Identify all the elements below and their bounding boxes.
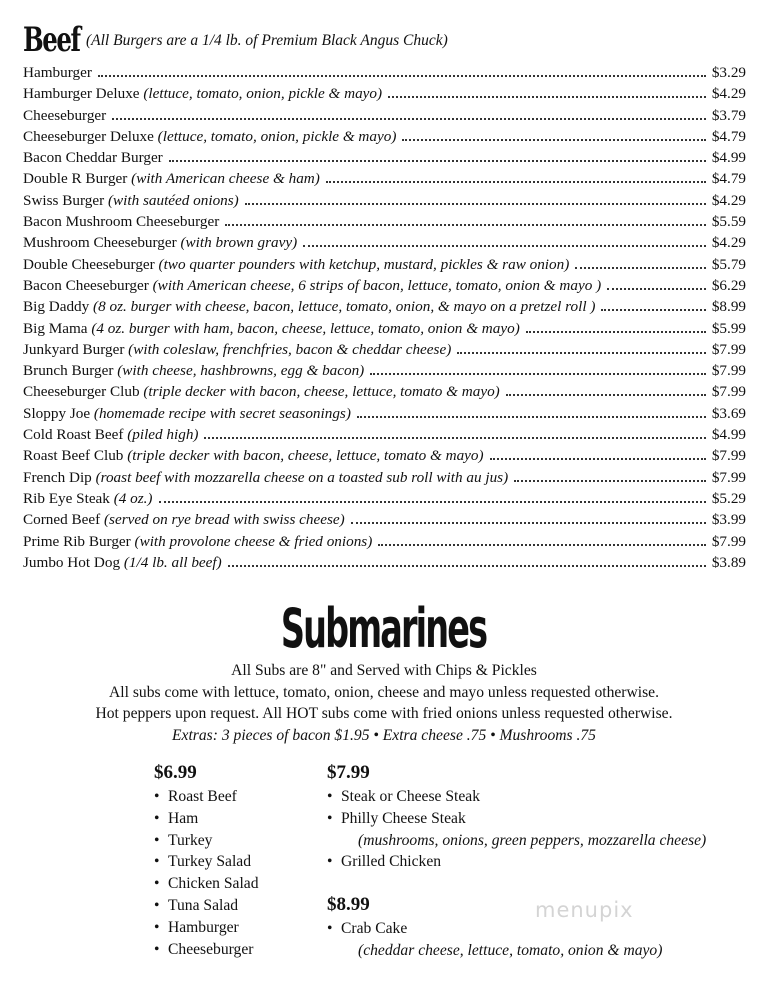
item-name: Bacon Cheeseburger (with American cheese, 6 strips of bacon, lettuce, tomato, onion & mayo ): [23, 276, 602, 294]
list-item: • Crab Cake: [327, 920, 408, 937]
list-item: • Turkey: [154, 831, 213, 849]
item-name: Corned Beef (served on rye bread with swiss cheese): [23, 511, 345, 529]
menu-item-row: [23, 469, 746, 490]
item-price: $8.99: [711, 298, 746, 316]
item-price: $7.99: [711, 468, 746, 486]
list-item: • Roast Beef: [154, 788, 237, 805]
item-name: Cold Roast Beef (piled high): [23, 426, 199, 444]
bullet: •: [327, 853, 333, 871]
item-description: (piled high): [127, 426, 199, 444]
list-item: • Ham: [154, 809, 199, 827]
item-description: (triple decker with bacon, cheese, lettuce, tomato & mayo): [143, 383, 500, 401]
menu-item-row: [23, 554, 746, 575]
bullet: •: [154, 875, 160, 893]
menu-item-row: [23, 511, 746, 532]
item-description: (4 oz.): [113, 489, 153, 507]
item-price: $7.99: [711, 383, 746, 401]
item-description: (roast beef with mozzarella cheese on a toasted sub roll with au jus): [95, 468, 509, 486]
dot-leader: [514, 480, 706, 482]
beef-note: (All Burgers are a 1/4 lb. of Premium Black Angus Chuck): [86, 32, 448, 49]
item-note: (cheddar cheese, lettuce, tomato, onion & mayo): [358, 941, 663, 959]
dot-leader: [388, 96, 706, 98]
item-name: Double Cheeseburger (two quarter pounders with ketchup, mustard, pickles & raw onion): [23, 255, 570, 273]
bullet: •: [154, 831, 160, 849]
list-item: • Cheeseburger: [154, 940, 254, 958]
item-name: French Dip (roast beef with mozzarella cheese on a toasted sub roll with au jus): [23, 468, 509, 486]
item-price: $6.29: [711, 276, 746, 294]
dot-leader: [228, 565, 706, 567]
menu-item-row: [23, 277, 746, 298]
subs-extras-line: Extras: 3 pieces of bacon $1.95 • Extra cheese .75 • Mushrooms .75: [172, 726, 596, 744]
dot-leader: [601, 309, 705, 311]
group-item-list: [154, 788, 259, 962]
item-price: $4.29: [711, 85, 746, 103]
menu-item-row: [23, 320, 746, 341]
dot-leader: [506, 394, 706, 396]
menu-item-row: [23, 192, 746, 213]
subs-toppings-line: All subs come with lettuce, tomato, onion, cheese and mayo unless requested otherwise.: [109, 683, 659, 701]
dot-leader: [303, 245, 706, 247]
menu-item-row: [23, 128, 746, 149]
dot-leader: [351, 522, 706, 524]
item-name: Sloppy Joe (homemade recipe with secret seasonings): [23, 404, 351, 422]
bullet: •: [154, 853, 160, 871]
dot-leader: [169, 160, 706, 162]
bullet: •: [327, 809, 333, 827]
list-item: • Chicken Salad: [154, 875, 259, 893]
item-name: Hamburger Deluxe (lettuce, tomato, onion, pickle & mayo): [23, 85, 383, 103]
menu-item-row: [23, 362, 746, 383]
menu-item-row: [23, 170, 746, 191]
item-description: (lettuce, tomato, onion, pickle & mayo): [157, 127, 397, 145]
item-description: (with American cheese & ham): [131, 170, 320, 188]
item-name: Big Daddy (8 oz. burger with cheese, bacon, lettuce, tomato, onion, & mayo on a pretzel roll ): [23, 298, 596, 316]
item-description: (with cheese, hashbrowns, egg & bacon): [117, 362, 365, 380]
menu-item-row: [23, 405, 746, 426]
item-description: (1/4 lb. all beef): [123, 553, 222, 571]
item-name: Bacon Cheddar Burger: [23, 149, 163, 167]
bullet: •: [327, 788, 333, 805]
item-description: (8 oz. burger with cheese, bacon, lettuce, tomato, onion, & mayo on a pretzel roll ): [93, 298, 596, 316]
subs-group-699: [154, 762, 259, 962]
item-name: Cheeseburger: [23, 106, 107, 124]
item-name: Roast Beef Club (triple decker with bacon, cheese, lettuce, tomato & mayo): [23, 447, 484, 465]
submarines-info: [0, 660, 768, 746]
dot-leader: [204, 437, 705, 439]
menu-item-row: [23, 447, 746, 468]
dot-leader: [457, 352, 706, 354]
bullet: •: [154, 788, 160, 805]
dot-leader: [607, 288, 706, 290]
dot-leader: [526, 331, 706, 333]
menu-item-row: [23, 426, 746, 447]
subs-group-799: [327, 762, 706, 875]
item-price: $4.79: [711, 170, 746, 188]
dot-leader: [159, 501, 706, 503]
item-name: Prime Rib Burger (with provolone cheese & fried onions): [23, 532, 373, 550]
menu-item-row: [23, 107, 746, 128]
dot-leader: [370, 373, 706, 375]
item-note: (mushrooms, onions, green peppers, mozzarella cheese): [358, 831, 707, 849]
item-name: Cheeseburger Deluxe (lettuce, tomato, onion, pickle & mayo): [23, 127, 397, 145]
item-price: $5.79: [711, 255, 746, 273]
subs-size-line: All Subs are 8" and Served with Chips & Pickles: [231, 662, 537, 679]
item-price: $3.79: [711, 106, 746, 124]
item-name: Mushroom Cheeseburger (with brown gravy): [23, 234, 298, 252]
dot-leader: [357, 416, 706, 418]
submarines-title: Submarines: [281, 597, 487, 660]
item-description: (two quarter pounders with ketchup, mustard, pickles & raw onion): [158, 255, 570, 273]
item-name: Big Mama (4 oz. burger with ham, bacon, cheese, lettuce, tomato, onion & mayo): [23, 319, 520, 337]
list-item: • Tuna Salad: [154, 896, 239, 914]
item-name: Bacon Mushroom Cheeseburger: [23, 213, 220, 231]
item-description: (4 oz. burger with ham, bacon, cheese, lettuce, tomato, onion & mayo): [91, 319, 520, 337]
item-name: Junkyard Burger (with coleslaw, frenchfries, bacon & cheddar cheese): [23, 340, 452, 358]
item-price: $3.89: [711, 553, 746, 571]
bullet: •: [154, 809, 160, 827]
item-price: $5.59: [711, 213, 746, 231]
item-name: Cheeseburger Club (triple decker with bacon, cheese, lettuce, tomato & mayo): [23, 383, 500, 401]
item-price: $7.99: [711, 340, 746, 358]
item-description: (with American cheese, 6 strips of bacon, lettuce, tomato, onion & mayo ): [152, 276, 602, 294]
item-description: (with sautéed onions): [107, 191, 239, 209]
menu-item-row: [23, 149, 746, 170]
menu-item-row: [23, 85, 746, 106]
bullet: •: [154, 940, 160, 958]
bullet: •: [154, 918, 160, 936]
menu-item-row: [23, 533, 746, 554]
item-name: Rib Eye Steak (4 oz.): [23, 489, 153, 507]
item-description: (with provolone cheese & fried onions): [134, 532, 373, 550]
dot-leader: [378, 544, 706, 546]
item-name: Brunch Burger (with cheese, hashbrowns, egg & bacon): [23, 362, 365, 380]
item-name: Swiss Burger (with sautéed onions): [23, 191, 239, 209]
list-item: • Turkey Salad: [154, 853, 252, 871]
item-price: $4.29: [711, 234, 746, 252]
item-price: $7.99: [711, 532, 746, 550]
item-description: (triple decker with bacon, cheese, lettuce, tomato & mayo): [127, 447, 484, 465]
list-item: • Grilled Chicken: [327, 853, 442, 871]
subs-hot-line: Hot peppers upon request. All HOT subs come with fried onions unless requested otherwise.: [95, 705, 673, 722]
menu-item-row: [23, 383, 746, 404]
menu-item-row: [23, 213, 746, 234]
beef-menu-list: [23, 64, 746, 575]
dot-leader: [490, 458, 706, 460]
item-description: (lettuce, tomato, onion, pickle & mayo): [143, 85, 383, 103]
dot-leader: [225, 224, 706, 226]
menu-item-row: [23, 341, 746, 362]
item-price: $4.29: [711, 191, 746, 209]
menu-item-row: [23, 490, 746, 511]
dot-leader: [575, 267, 706, 269]
item-description: (with brown gravy): [180, 234, 298, 252]
menu-item-row: [23, 234, 746, 255]
item-price: $7.99: [711, 362, 746, 380]
item-price: $4.99: [711, 149, 746, 167]
item-name: Hamburger: [23, 64, 92, 81]
bullet: •: [154, 896, 160, 914]
item-name: Double R Burger (with American cheese & ham): [23, 170, 320, 188]
item-price: $3.29: [711, 64, 746, 81]
dot-leader: [245, 203, 706, 205]
item-description: (homemade recipe with secret seasonings): [93, 404, 351, 422]
item-price: $7.99: [711, 447, 746, 465]
menu-item-row: [23, 298, 746, 319]
item-description: (served on rye bread with swiss cheese): [103, 511, 345, 529]
dot-leader: [326, 181, 706, 183]
list-item: • Hamburger: [154, 918, 239, 936]
menu-item-row: [23, 64, 746, 85]
list-item: • Steak or Cheese Steak: [327, 788, 481, 805]
group-price: $8.99: [327, 894, 370, 915]
item-price: $4.79: [711, 127, 746, 145]
beef-title: Beef: [23, 20, 80, 60]
menu-item-row: [23, 256, 746, 277]
list-item: • Philly Cheese Steak: [327, 809, 466, 827]
group-price: $7.99: [327, 762, 370, 783]
bullet: •: [327, 920, 333, 937]
item-name: Jumbo Hot Dog (1/4 lb. all beef): [23, 553, 222, 571]
group-price: $6.99: [154, 762, 197, 783]
item-price: $5.29: [711, 489, 746, 507]
item-price: $3.69: [711, 404, 746, 422]
watermark-logo: menupix: [535, 898, 634, 922]
dot-leader: [402, 139, 705, 141]
item-price: $3.99: [711, 511, 746, 529]
dot-leader: [112, 118, 706, 120]
item-description: (with coleslaw, frenchfries, bacon & cheddar cheese): [128, 340, 452, 358]
item-price: $4.99: [711, 426, 746, 444]
dot-leader: [98, 75, 706, 77]
item-price: $5.99: [711, 319, 746, 337]
